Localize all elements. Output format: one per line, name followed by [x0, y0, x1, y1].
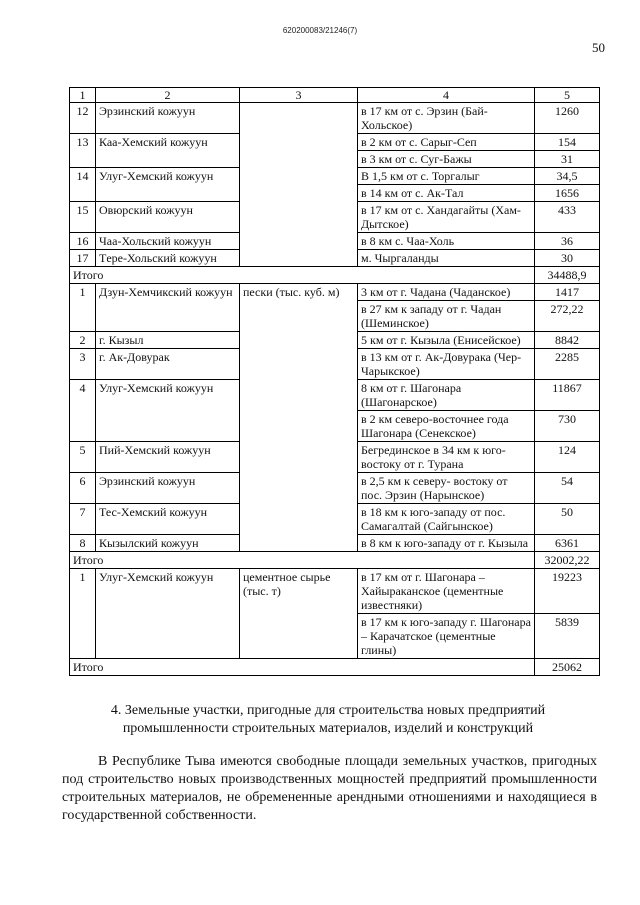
district-name: Улуг-Хемский кожуун: [96, 380, 240, 442]
district-name: Tере-Хольский кожуун: [96, 250, 240, 267]
row-number: 12: [70, 103, 96, 134]
header-cell: 4: [358, 88, 535, 103]
table-row: [70, 103, 600, 134]
row-number: 1: [70, 284, 96, 332]
deposit-location: в 3 км от с. Суг-Бажы: [358, 151, 535, 168]
header-cell: 2: [96, 88, 240, 103]
reserve-value: 11867: [535, 380, 600, 411]
header-cell: 1: [70, 88, 96, 103]
deposit-location: в 2,5 км к северу- востоку от пос. Эрзин (Нарынское): [358, 473, 535, 504]
district-name: Эрзинский кожуун: [96, 103, 240, 134]
reserve-value: 30: [535, 250, 600, 267]
district-name: Пий-Хемский кожуун: [96, 442, 240, 473]
table-row: [70, 569, 600, 614]
total-spacer: [240, 267, 535, 284]
total-row: [70, 267, 600, 284]
resource-type: цементное сырье (тыс. т): [240, 569, 358, 659]
deposit-location: В 1,5 км от с. Торгалыг: [358, 168, 535, 185]
deposits-table-body: [70, 88, 600, 676]
reserve-value: 8842: [535, 332, 600, 349]
deposit-location: в 13 км от г. Ак-Довурака (Чер-Чарыкское): [358, 349, 535, 380]
deposit-location: Бегрединское в 34 км к юго-востоку от г. Турана: [358, 442, 535, 473]
deposit-location: 5 км от г. Кызыла (Енисейское): [358, 332, 535, 349]
district-name: г. Ак-Довурак: [96, 349, 240, 380]
district-name: Кызылский кожуун: [96, 535, 240, 552]
reserve-value: 1656: [535, 185, 600, 202]
total-value: 34488,9: [535, 267, 600, 284]
reserve-value: 1417: [535, 284, 600, 301]
header-cell: 5: [535, 88, 600, 103]
total-row: [70, 552, 600, 569]
reserve-value: 54: [535, 473, 600, 504]
row-number: 8: [70, 535, 96, 552]
total-label: Итого: [70, 267, 240, 284]
reserve-value: 272,22: [535, 301, 600, 332]
total-row: [70, 659, 600, 676]
deposit-location: 8 км от г. Шагонара (Шагонарское): [358, 380, 535, 411]
reserve-value: 34,5: [535, 168, 600, 185]
table-header-row: [70, 88, 600, 103]
row-number: 17: [70, 250, 96, 267]
reserve-value: 6361: [535, 535, 600, 552]
district-name: Улуг-Хемский кожуун: [96, 569, 240, 659]
district-name: Улуг-Хемский кожуун: [96, 168, 240, 202]
row-number: 3: [70, 349, 96, 380]
deposit-location: в 8 км к юго-западу от г. Кызыла: [358, 535, 535, 552]
reserve-value: 50: [535, 504, 600, 535]
reserve-value: 31: [535, 151, 600, 168]
deposit-location: в 17 км от г. Шагонара – Хайыраканское (цементные известняки): [358, 569, 535, 614]
row-number: 16: [70, 233, 96, 250]
row-number: 7: [70, 504, 96, 535]
deposit-location: в 17 км от с. Эрзин (Бай-Хольское): [358, 103, 535, 134]
district-name: Чаа-Хольский кожуун: [96, 233, 240, 250]
row-number: 2: [70, 332, 96, 349]
deposit-location: в 17 км к юго-западу г. Шагонара – Карачатское (цементные глины): [358, 614, 535, 659]
document-code: 620200083/21246(7): [282, 26, 358, 35]
reserve-value: 433: [535, 202, 600, 233]
reserve-value: 2285: [535, 349, 600, 380]
row-number: 5: [70, 442, 96, 473]
table-row: [70, 284, 600, 301]
district-name: Овюрский кожуун: [96, 202, 240, 233]
deposit-location: в 18 км к юго-западу от пос. Самагалтай (Сайгынское): [358, 504, 535, 535]
row-number: 14: [70, 168, 96, 202]
district-name: Каа-Хемский кожуун: [96, 134, 240, 168]
district-name: Тес-Хемский кожуун: [96, 504, 240, 535]
section-heading: 4. Земельные участки, пригодные для строительства новых предприятий промышленности строительных материалов, изделий и конструкций: [110, 703, 546, 736]
deposit-location: в 2 км от с. Сарыг-Сеп: [358, 134, 535, 151]
reserve-value: 36: [535, 233, 600, 250]
body-paragraph: В Республике Тыва имеются свободные площади земельных участков, пригодных под строительство новых производственных мощностей предприятий промышленности строительных материалов, не обремененные арендными отношениями и находящиеся в государственной собственности.: [62, 754, 597, 823]
deposit-location: в 14 км от с. Ак-Тал: [358, 185, 535, 202]
total-spacer: [240, 659, 535, 676]
deposit-location: 3 км от г. Чадана (Чаданское): [358, 284, 535, 301]
row-number: 13: [70, 134, 96, 168]
reserve-value: 124: [535, 442, 600, 473]
deposits-table: [69, 87, 600, 676]
reserve-value: 730: [535, 411, 600, 442]
row-number: 1: [70, 569, 96, 659]
deposit-location: в 8 км с. Чаа-Холь: [358, 233, 535, 250]
reserve-value: 19223: [535, 569, 600, 614]
total-spacer: [240, 552, 535, 569]
deposit-location: в 2 км северо-восточнее года Шагонара (Сенекское): [358, 411, 535, 442]
resource-type: пески (тыс. куб. м): [240, 284, 358, 552]
reserve-value: 1260: [535, 103, 600, 134]
row-number: 6: [70, 473, 96, 504]
deposit-location: м. Чыргаланды: [358, 250, 535, 267]
page-number: 50: [592, 40, 605, 55]
total-label: Итого: [70, 659, 240, 676]
row-number: 4: [70, 380, 96, 442]
resource-type: [240, 103, 358, 267]
district-name: Эрзинский кожуун: [96, 473, 240, 504]
header-cell: 3: [240, 88, 358, 103]
deposit-location: в 27 км к западу от г. Чадан (Шеминское): [358, 301, 535, 332]
district-name: г. Кызыл: [96, 332, 240, 349]
row-number: 15: [70, 202, 96, 233]
deposit-location: в 17 км от с. Хандагайты (Хам-Дытское): [358, 202, 535, 233]
total-label: Итого: [70, 552, 240, 569]
reserve-value: 154: [535, 134, 600, 151]
reserve-value: 5839: [535, 614, 600, 659]
total-value: 25062: [535, 659, 600, 676]
total-value: 32002,22: [535, 552, 600, 569]
district-name: Дзун-Хемчикский кожуун: [96, 284, 240, 332]
